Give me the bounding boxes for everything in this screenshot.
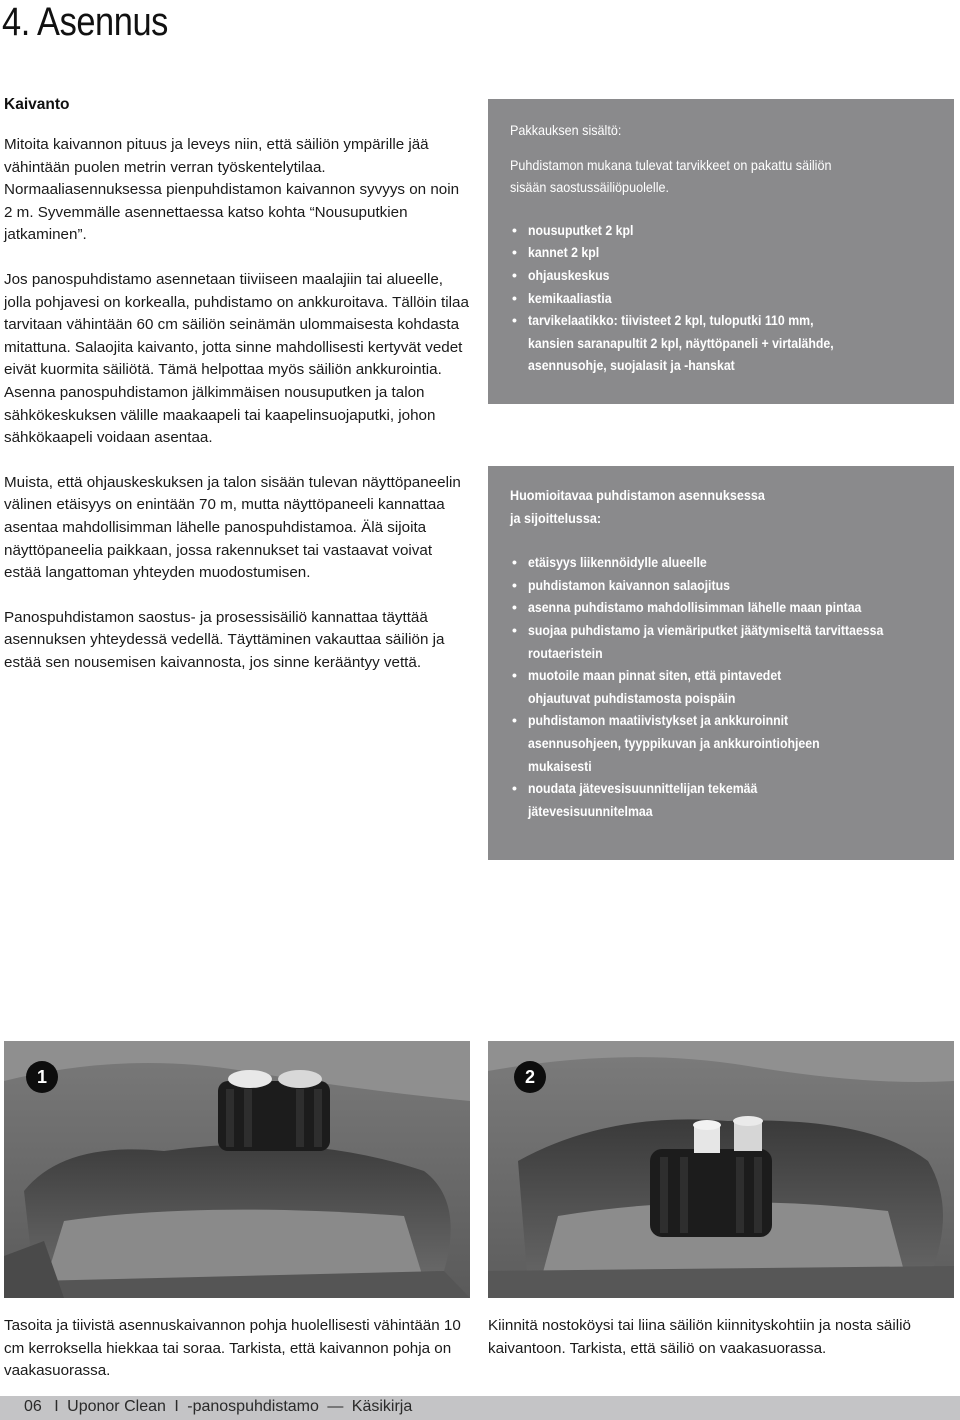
- page-title: 4. Asennus: [2, 0, 168, 44]
- bullet-icon: •: [512, 266, 517, 283]
- bullet-icon: •: [512, 289, 517, 306]
- paragraph: Muista, että ohjauskeskuksen ja talon sisään tulevan näyttöpaneelin välinen etäisyys on enintään 70 m, mutta näyttöpaneeli kannattaa asentaa mahdollisimman lähelle panospuhdistamoa. Älä sijoita näyttöpaneelia paikkaan, jossa rakennukset tai vastaavat voivat estää langattoman yhteyden muodostumisen.: [4, 473, 461, 582]
- excavation-illustration: [4, 1041, 470, 1298]
- step-2-illustration: [488, 1041, 954, 1298]
- paragraph: Panospuhdistamon saostus- ja prosessisäiliö kannattaa täyttää asennuksen yhteydessä vedellä. Täyttäminen vakauttaa säiliön ja estää sen nousemisen kaivannosta, jos sinne kerääntyy vettä.: [4, 608, 445, 671]
- footer-text: [24, 1398, 412, 1416]
- step-2-caption: Kiinnitä nostoköysi tai liina säiliön kiinnityskohtiin ja nosta säiliö kaivantoon. Tarkista, että säiliö on vaakasuorassa.: [488, 1317, 911, 1357]
- footer-separator: I: [174, 1398, 179, 1415]
- bullet-icon: •: [512, 576, 517, 593]
- tank-icon: [218, 1070, 330, 1151]
- excavation-illustration: [488, 1041, 954, 1298]
- notes-heading: Huomioitavaa puhdistamon asennuksessa ja sijoittelussa:: [510, 487, 765, 526]
- package-heading: Pakkauksen sisältö:: [510, 122, 622, 138]
- step-1-caption: Tasoita ja tiivistä asennuskaivannon pohja huolellisesti vähintään 10 cm kerroksella hiekkaa tai soraa. Tarkista, että kaivannon pohja on vaakasuorassa.: [4, 1317, 461, 1380]
- footer-brand: Uponor Clean: [67, 1398, 166, 1415]
- bullet-icon: •: [512, 621, 517, 638]
- bullet-icon: •: [512, 780, 517, 797]
- footer-dash: —: [327, 1398, 344, 1415]
- footer-separator: I: [54, 1398, 59, 1415]
- list-item: • noudata jätevesisuunnittelijan tekemää jätevesisuunnitelmaa: [510, 777, 932, 822]
- package-list: [510, 219, 932, 377]
- list-item: • nousuputket 2 kpl: [510, 219, 932, 242]
- footer-doc-type: Käsikirja: [351, 1398, 413, 1415]
- footer-product: -panospuhdistamo: [187, 1398, 319, 1415]
- excavation-section: [4, 96, 470, 674]
- installation-notes-box: [488, 466, 954, 860]
- step-1-illustration: [4, 1041, 470, 1298]
- bullet-icon: •: [512, 554, 517, 571]
- bullet-icon: •: [512, 312, 517, 329]
- bullet-icon: •: [512, 244, 517, 261]
- list-item: • puhdistamon kaivannon salaojitus: [510, 574, 932, 597]
- list-item: • kannet 2 kpl: [510, 241, 932, 264]
- list-item: • suojaa puhdistamo ja viemäriputket jäätymiseltä tarvittaessa routaeristein: [510, 619, 932, 664]
- package-intro: Puhdistamon mukana tulevat tarvikkeet on pakattu säiliön sisään saostussäiliöpuolelle.: [510, 156, 832, 196]
- list-item: • kemikaaliastia: [510, 287, 932, 310]
- bullet-icon: •: [512, 667, 517, 684]
- list-item: • tarvikelaatikko: tiivisteet 2 kpl, tuloputki 110 mm, kansien saranapultit 2 kpl, näyttöpaneli + virtalähde, asennusohje, suojalasit ja -hanskat: [510, 309, 932, 377]
- list-item: • asenna puhdistamo mahdollisimman lähelle maan pintaa: [510, 596, 932, 619]
- section-heading: Kaivanto: [4, 96, 70, 113]
- step-number-badge: 2: [514, 1061, 546, 1093]
- list-item: • ohjauskeskus: [510, 264, 932, 287]
- list-item: • etäisyys liikennöidylle alueelle: [510, 551, 932, 574]
- paragraph: Mitoita kaivannon pituus ja leveys niin, että säiliön ympärille jää vähintään puolen metrin verran työskentelytilaa. Normaaliasennuksessa pienpuhdistamon kaivannon syvyys on noin 2 m. Syvemmälle asennettaessa katso kohta “Nousuputkien jatkaminen”.: [4, 136, 460, 244]
- page-footer: [0, 1396, 960, 1420]
- list-item: • puhdistamon maatiivistykset ja ankkuroinnit asennusohjeen, tyyppikuvan ja ankkurointiohjeen mukaisesti: [510, 709, 932, 777]
- notes-list: [510, 551, 932, 822]
- package-contents-box: [488, 99, 954, 404]
- page-number: 06: [24, 1398, 42, 1415]
- bullet-icon: •: [512, 712, 517, 729]
- paragraph: Jos panospuhdistamo asennetaan tiiviiseen maalajiin tai alueelle, jolla pohjavesi on korkealla, puhdistamo on ankkuroitava. Tällöin tilaa tarvitaan vähintään 60 cm säiliön seinämän ulommaisesta kohdasta mitattuna. Salaojita kaivanto, jotta sinne mahdollisesti kertyvät vedet eivät kuormita säiliötä. Tämä helpottaa myös säiliön ankkurointia. Asenna panospuhdistamon jälkimmäisen nousuputken ja talon sähkökeskuksen välille maakaapeli tai kaapelinsuojaputki, johon sähkökaapeli voidaan asentaa.: [4, 270, 469, 447]
- step-number-badge: 1: [26, 1061, 58, 1093]
- list-item: • muotoile maan pinnat siten, että pintavedet ohjautuvat puhdistamosta poispäin: [510, 664, 932, 709]
- bullet-icon: •: [512, 599, 517, 616]
- bullet-icon: •: [512, 221, 517, 238]
